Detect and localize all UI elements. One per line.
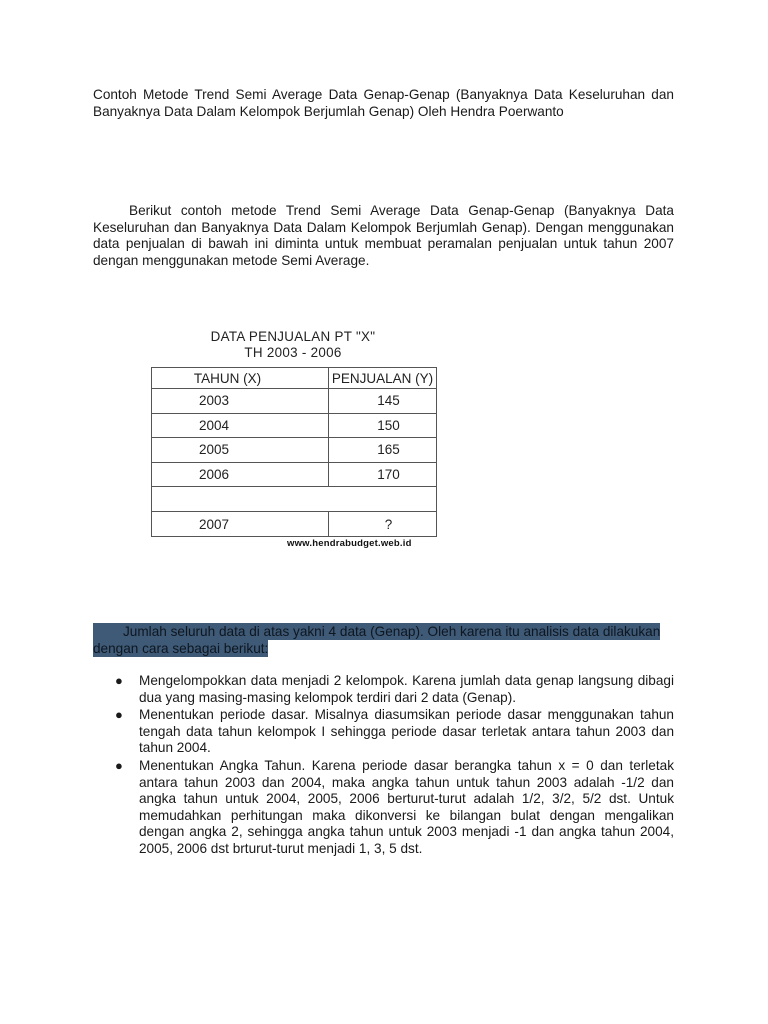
highlight-text-part2: yakni 4 data (Genap). Oleh karena itu analisis data dilakukan dengan cara sebagai berikut: <box>93 624 661 656</box>
cell-year: 2004 <box>152 413 329 438</box>
cell-sales: 170 <box>329 462 437 487</box>
list-item <box>93 707 674 757</box>
list-item-text: Menentukan periode dasar. Misalnya diasumsikan periode dasar menggunakan tahun tengah data tahun kelompok I sehingga periode dasar terletak antara tahun 2003 dan tahun 2004. <box>139 707 674 756</box>
sales-table-figure <box>150 326 440 554</box>
list-item-text: Menentukan Angka Tahun. Karena periode dasar berangka tahun x = 0 dan terletak antara tahun 2003 dan 2004, maka angka tahun untuk tahun 2003 adalah -1/2 dan angka tahun untuk 2004, 2005, 2006 berturut-turut adalah 1/2, 3/2, 5/2 dst. Untuk memudahkan perhitungan maka dikonversi ke bilangan bulat dengan mengalikan dengan angka 2, sehingga angka tahun untuk 2003 menjadi -1 dan angka tahun 2004, 2005, 2006 dst brturut-turut menjadi 1, 3, 5 dst. <box>139 757 674 856</box>
highlight-text-part1: Jumlah seluruh data di atas <box>123 624 290 639</box>
list-item <box>93 758 674 858</box>
list-item <box>93 673 674 706</box>
list-item-text: Mengelompokkan data menjadi 2 kelompok. Karena jumlah data genap langsung dibagi dua yang masing-masing kelompok terdiri dari 2 data (Genap). <box>139 673 674 705</box>
sales-table <box>151 367 437 537</box>
highlighted-paragraph <box>93 623 674 657</box>
cell-forecast-year: 2007 <box>152 512 329 537</box>
cell-forecast-sales: ? <box>329 512 437 537</box>
blank-cell <box>152 487 437 512</box>
table-row <box>152 413 437 438</box>
table-row <box>152 462 437 487</box>
header-sales: PENJUALAN (Y) <box>329 368 437 389</box>
header-year: TAHUN (X) <box>152 368 329 389</box>
cell-year: 2005 <box>152 438 329 463</box>
table-row <box>152 438 437 463</box>
intro-paragraph: Berikut contoh metode Trend Semi Average Data Genap-Genap (Banyaknya Data Keseluruhan dan Banyaknya Data Dalam Kelompok Berjumlah Genap). Dengan menggunakan data penjualan di bawah ini diminta untuk membuat peramalan penjualan untuk tahun 2007 dengan menggunakan metode Semi Average. <box>93 203 674 268</box>
bullet-icon: ● <box>115 673 123 688</box>
table-forecast-row <box>152 512 437 537</box>
table-caption-period: TH 2003 - 2006 <box>244 345 342 360</box>
table-header-row <box>152 368 437 389</box>
bullet-icon: ● <box>115 757 123 773</box>
source-watermark: www.hendrabudget.web.id <box>287 538 412 549</box>
bullet-icon: ● <box>115 707 123 723</box>
table-row <box>152 389 437 414</box>
cell-sales: 145 <box>329 389 437 414</box>
cell-sales: 150 <box>329 413 437 438</box>
table-caption-title: DATA PENJUALAN PT "X" <box>210 329 376 344</box>
steps-list <box>93 673 674 859</box>
table-blank-row <box>152 487 437 512</box>
cell-year: 2006 <box>152 462 329 487</box>
cell-sales: 165 <box>329 438 437 463</box>
document-title: Contoh Metode Trend Semi Average Data Genap-Genap (Banyaknya Data Keseluruhan dan Banyaknya Data Dalam Kelompok Berjumlah Genap) Oleh Hendra Poerwanto <box>93 87 674 119</box>
cell-year: 2003 <box>152 389 329 414</box>
